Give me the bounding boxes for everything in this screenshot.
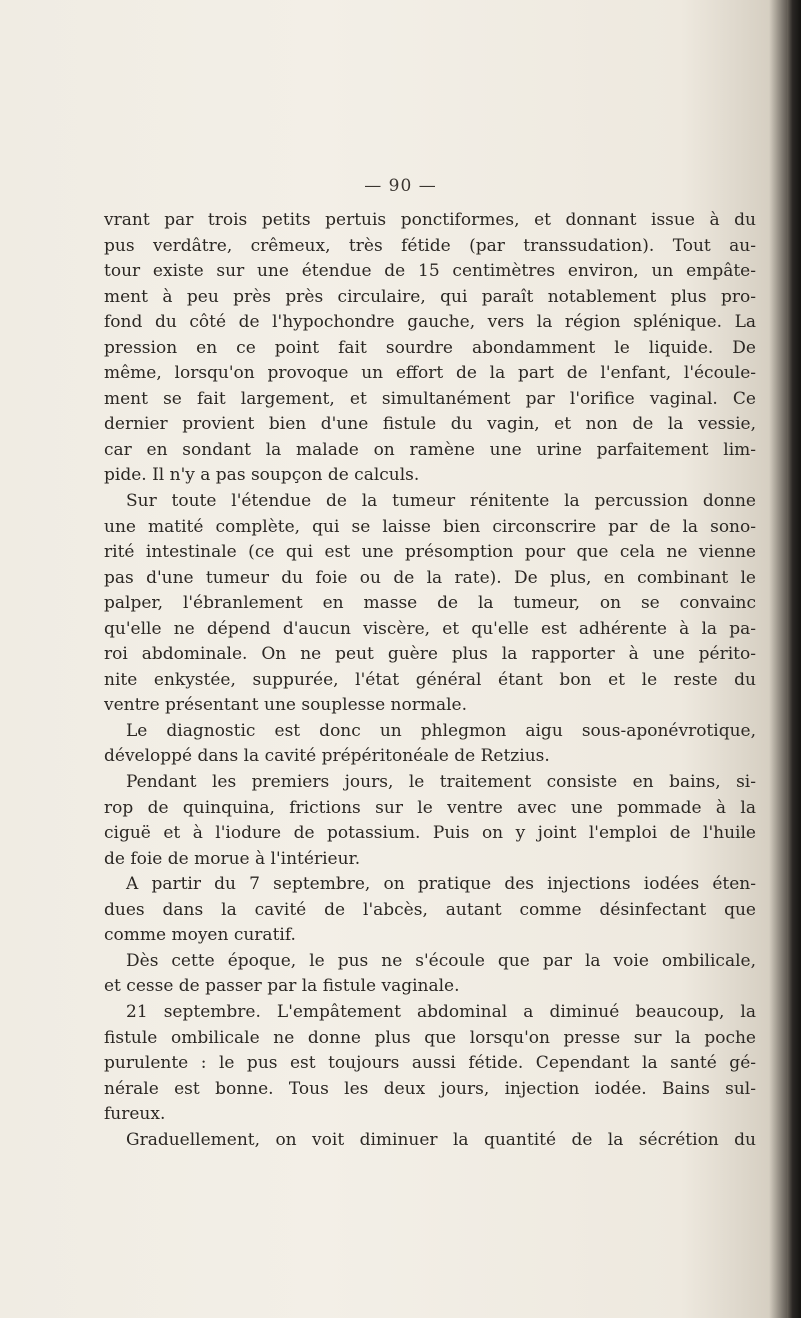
text-line: fureux. bbox=[104, 1104, 166, 1125]
text-line: A partir du 7 septembre, on pratique des injections iodées éten- bbox=[126, 874, 756, 895]
text-line: ciguë et à l'iodure de potassium. Puis on y joint l'emploi de l'huile bbox=[104, 823, 756, 844]
text-line: purulente : le pus est toujours aussi fétide. Cependant la santé gé- bbox=[104, 1053, 756, 1074]
text-line: pas d'une tumeur du foie ou de la rate). De plus, en combinant le bbox=[104, 567, 756, 588]
text-line: et cesse de passer par la fistule vaginale. bbox=[104, 976, 460, 997]
text-line: Pendant les premiers jours, le traitement consiste en bains, si- bbox=[126, 772, 756, 793]
text-line: développé dans la cavité prépéritonéale de Retzius. bbox=[104, 746, 550, 767]
text-line: vrant par trois petits pertuis ponctiformes, et donnant issue à du bbox=[104, 210, 756, 230]
body-text bbox=[104, 208, 756, 1153]
text-line: Le diagnostic est donc un phlegmon aigu sous-aponévrotique, bbox=[126, 720, 756, 741]
page-number: — 90 — bbox=[364, 176, 437, 196]
text-line: pression en ce point fait sourdre abondamment le liquide. De bbox=[104, 337, 756, 358]
text-line: Graduellement, on voit diminuer la quantité de la sécrétion du bbox=[126, 1129, 756, 1150]
page-binding-edge bbox=[787, 0, 801, 1318]
text-line: rité intestinale (ce qui est une présomption pour que cela ne vienne bbox=[104, 542, 756, 563]
text-line: Sur toute l'étendue de la tumeur rénitente la percussion donne bbox=[126, 491, 756, 512]
text-line: palper, l'ébranlement en masse de la tumeur, on se convainc bbox=[104, 593, 756, 614]
text-line: ment se fait largement, et simultanément par l'orifice vaginal. Ce bbox=[104, 388, 756, 409]
text-line: Dès cette époque, le pus ne s'écoule que par la voie ombilicale, bbox=[126, 950, 756, 971]
text-line: pus verdâtre, crêmeux, très fétide (par transsudation). Tout au- bbox=[104, 235, 756, 256]
text-line: fistule ombilicale ne donne plus que lorsqu'on presse sur la poche bbox=[104, 1027, 756, 1048]
text-line: ventre présentant une souplesse normale. bbox=[104, 695, 468, 716]
text-line: même, lorsqu'on provoque un effort de la part de l'enfant, l'écoule- bbox=[104, 363, 756, 384]
text-line: nérale est bonne. Tous les deux jours, injection iodée. Bains sul- bbox=[104, 1078, 756, 1099]
text-line: nite enkystée, suppurée, l'état général étant bon et le reste du bbox=[104, 669, 756, 690]
text-line: dernier provient bien d'une fistule du vagin, et non de la vessie, bbox=[104, 414, 756, 435]
text-line: dues dans la cavité de l'abcès, autant comme désinfectant que bbox=[104, 899, 756, 920]
text-line: tour existe sur une étendue de 15 centimètres environ, un empâte- bbox=[104, 261, 756, 282]
text-line: car en sondant la malade on ramène une urine parfaitement lim- bbox=[104, 439, 756, 460]
text-line: de foie de morue à l'intérieur. bbox=[104, 848, 361, 869]
text-line: 21 septembre. L'empâtement abdominal a diminué beaucoup, la bbox=[126, 1001, 756, 1022]
text-line: roi abdominale. On ne peut guère plus la rapporter à une périto- bbox=[104, 644, 756, 665]
text-line: ment à peu près près circulaire, qui paraît notablement plus pro- bbox=[104, 286, 756, 307]
text-line: comme moyen curatif. bbox=[104, 925, 296, 946]
text-line: rop de quinquina, frictions sur le ventre avec une pommade à la bbox=[104, 797, 756, 818]
text-line: qu'elle ne dépend d'aucun viscère, et qu'elle est adhérente à la pa- bbox=[104, 618, 756, 639]
text-line: une matité complète, qui se laisse bien circonscrire par de la sono- bbox=[104, 516, 756, 537]
text-line: pide. Il n'y a pas soupçon de calculs. bbox=[104, 465, 420, 486]
text-line: fond du côté de l'hypochondre gauche, vers la région splénique. La bbox=[104, 312, 756, 333]
